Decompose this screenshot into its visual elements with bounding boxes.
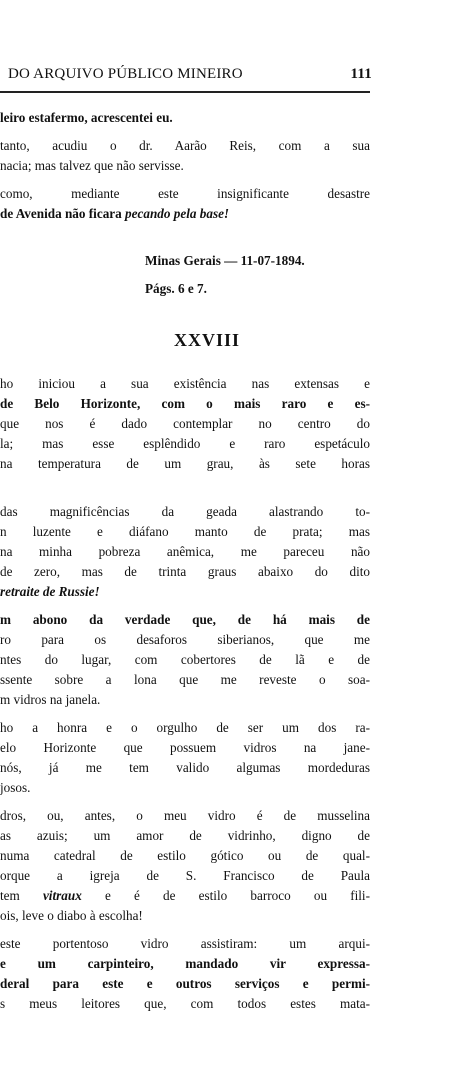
text-line: de Belo Horizonte, com o mais raro e es- xyxy=(0,396,370,411)
text-line: orque a igreja de S. Francisco de Paula xyxy=(0,868,370,883)
text-line: leiro estafermo, acrescentei eu. xyxy=(0,110,173,125)
citation-pages: Págs. 6 e 7. xyxy=(145,281,207,296)
text-line: josos. xyxy=(0,780,31,795)
page-number: 111 xyxy=(350,66,372,82)
running-header xyxy=(0,66,372,86)
text-line: este portentoso vidro assistiram: um arqui- xyxy=(0,936,370,951)
text-line: ntes do lugar, com cobertores de lã e de xyxy=(0,652,370,667)
text-line: la; mas esse esplêndido e raro espetáculo xyxy=(0,436,370,451)
text-line: das magnificências da geada alastrando to- xyxy=(0,504,370,519)
text-line: m vidros na janela. xyxy=(0,692,101,707)
text-line: de zero, mas de trinta graus abaixo do dito xyxy=(0,564,370,579)
text-line: na minha pobreza anêmica, me pareceu não xyxy=(0,544,370,559)
text-line: n luzente e diáfano manto de prata; mas xyxy=(0,524,370,539)
text-line xyxy=(0,206,370,222)
text-line: e um carpinteiro, mandado vir expressa- xyxy=(0,956,370,971)
chapter-heading: XXVIII xyxy=(173,330,240,350)
text-line: retraite de Russie! xyxy=(0,584,100,599)
emphasis-text: vitraux xyxy=(42,888,82,903)
text-line: ois, leve o diabo à escolha! xyxy=(0,908,143,923)
running-header-title: DO ARQUIVO PÚBLICO MINEIRO xyxy=(8,66,243,82)
text-line: tanto, acudiu o dr. Aarão Reis, com a sua xyxy=(0,138,370,153)
text-line: ho a honra e o orgulho de ser um dos ra- xyxy=(0,720,370,735)
text-line: elo Horizonte que possuem vidros na jane- xyxy=(0,740,370,755)
text-line: as azuis; um amor de vidrinho, digno de xyxy=(0,828,370,843)
emphasis-text: pecando pela base! xyxy=(125,206,230,221)
text-line: nacia; mas talvez que não servisse. xyxy=(0,158,184,173)
header-rule xyxy=(0,91,370,93)
text-line: dros, ou, antes, o meu vidro é de musselina xyxy=(0,808,370,823)
text-line: ssente sobre a lona que me reveste o soa- xyxy=(0,672,370,687)
text-span: e é de estilo barroco ou fili- xyxy=(81,888,370,903)
text-span: de Avenida não ficara xyxy=(0,206,126,221)
citation-source: Minas Gerais — 11-07-1894. xyxy=(145,253,305,268)
text-line: s meus leitores que, com todos estes mata- xyxy=(0,996,370,1011)
text-span: tem xyxy=(0,888,43,903)
text-line: que nos é dado contemplar no centro do xyxy=(0,416,370,431)
text-line: numa catedral de estilo gótico ou de qual- xyxy=(0,848,370,863)
text-line: ro para os desaforos siberianos, que me xyxy=(0,632,370,647)
text-line: ho iniciou a sua existência nas extensas e xyxy=(0,376,370,391)
text-line: na temperatura de um grau, às sete horas xyxy=(0,456,370,471)
text-line: como, mediante este insignificante desastre xyxy=(0,186,370,201)
text-line: m abono da verdade que, de há mais de xyxy=(0,612,370,627)
text-line: nós, já me tem valido algumas mordeduras xyxy=(0,760,370,775)
text-line xyxy=(0,888,370,904)
text-line: deral para este e outros serviços e permi- xyxy=(0,976,370,991)
